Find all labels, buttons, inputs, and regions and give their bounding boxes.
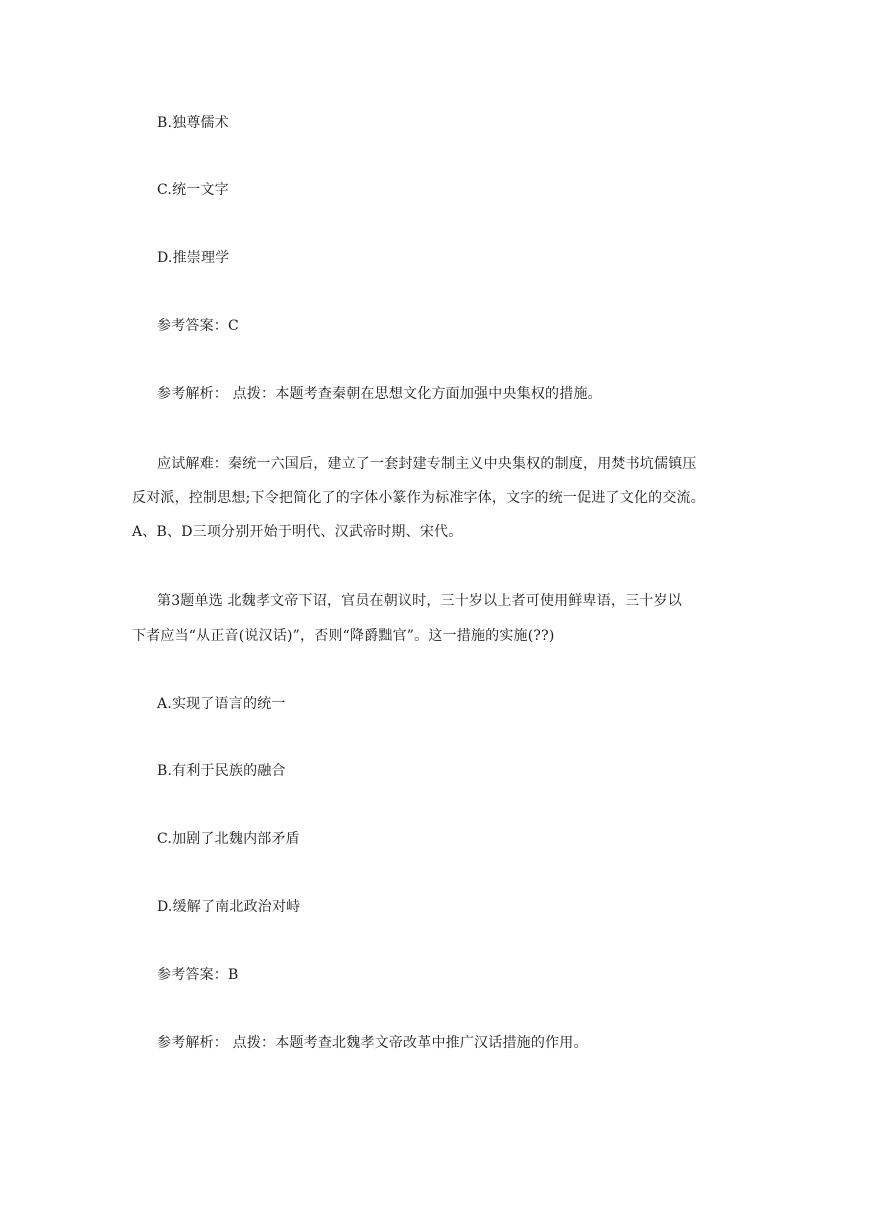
q2-option-b: B.独尊儒术 [157, 115, 229, 131]
q3-option-a: A.实现了语言的统一 [157, 696, 286, 712]
q3-stem-line-1: 第3题单选 北魏孝文帝下诏，官员在朝议时，三十岁以上者可使用鲜卑语，三十岁以 [157, 593, 682, 609]
q3-option-d: D.缓解了南北政治对峙 [157, 899, 301, 915]
q3-analysis: 参考解析： 点拨：本题考查北魏孝文帝改革中推广汉话措施的作用。 [157, 1035, 588, 1051]
q2-option-d: D.推崇理学 [157, 250, 230, 266]
q2-option-c: C.统一文字 [157, 182, 229, 198]
q3-stem-line-2: 下者应当“从正音(说汉话)”，否则“降爵黜官”。这一措施的实施(??) [132, 628, 555, 644]
q2-solution-line-2: 反对派，控制思想;下令把简化了的字体小篆作为标准字体，文字的统一促进了文化的交流。 [132, 490, 705, 506]
q2-solution-line-3: A、B、D三项分别开始于明代、汉武帝时期、宋代。 [132, 524, 463, 540]
q3-option-b: B.有利于民族的融合 [157, 763, 286, 779]
q2-analysis: 参考解析： 点拨：本题考查秦朝在思想文化方面加强中央集权的措施。 [157, 386, 602, 402]
q2-answer: 参考答案：C [157, 318, 239, 334]
q3-option-c: C.加剧了北魏内部矛盾 [157, 831, 300, 847]
q3-answer: 参考答案：B [157, 967, 239, 983]
q2-solution-line-1: 应试解难：秦统一六国后，建立了一套封建专制主义中央集权的制度，用焚书坑儒镇压 [157, 456, 697, 472]
